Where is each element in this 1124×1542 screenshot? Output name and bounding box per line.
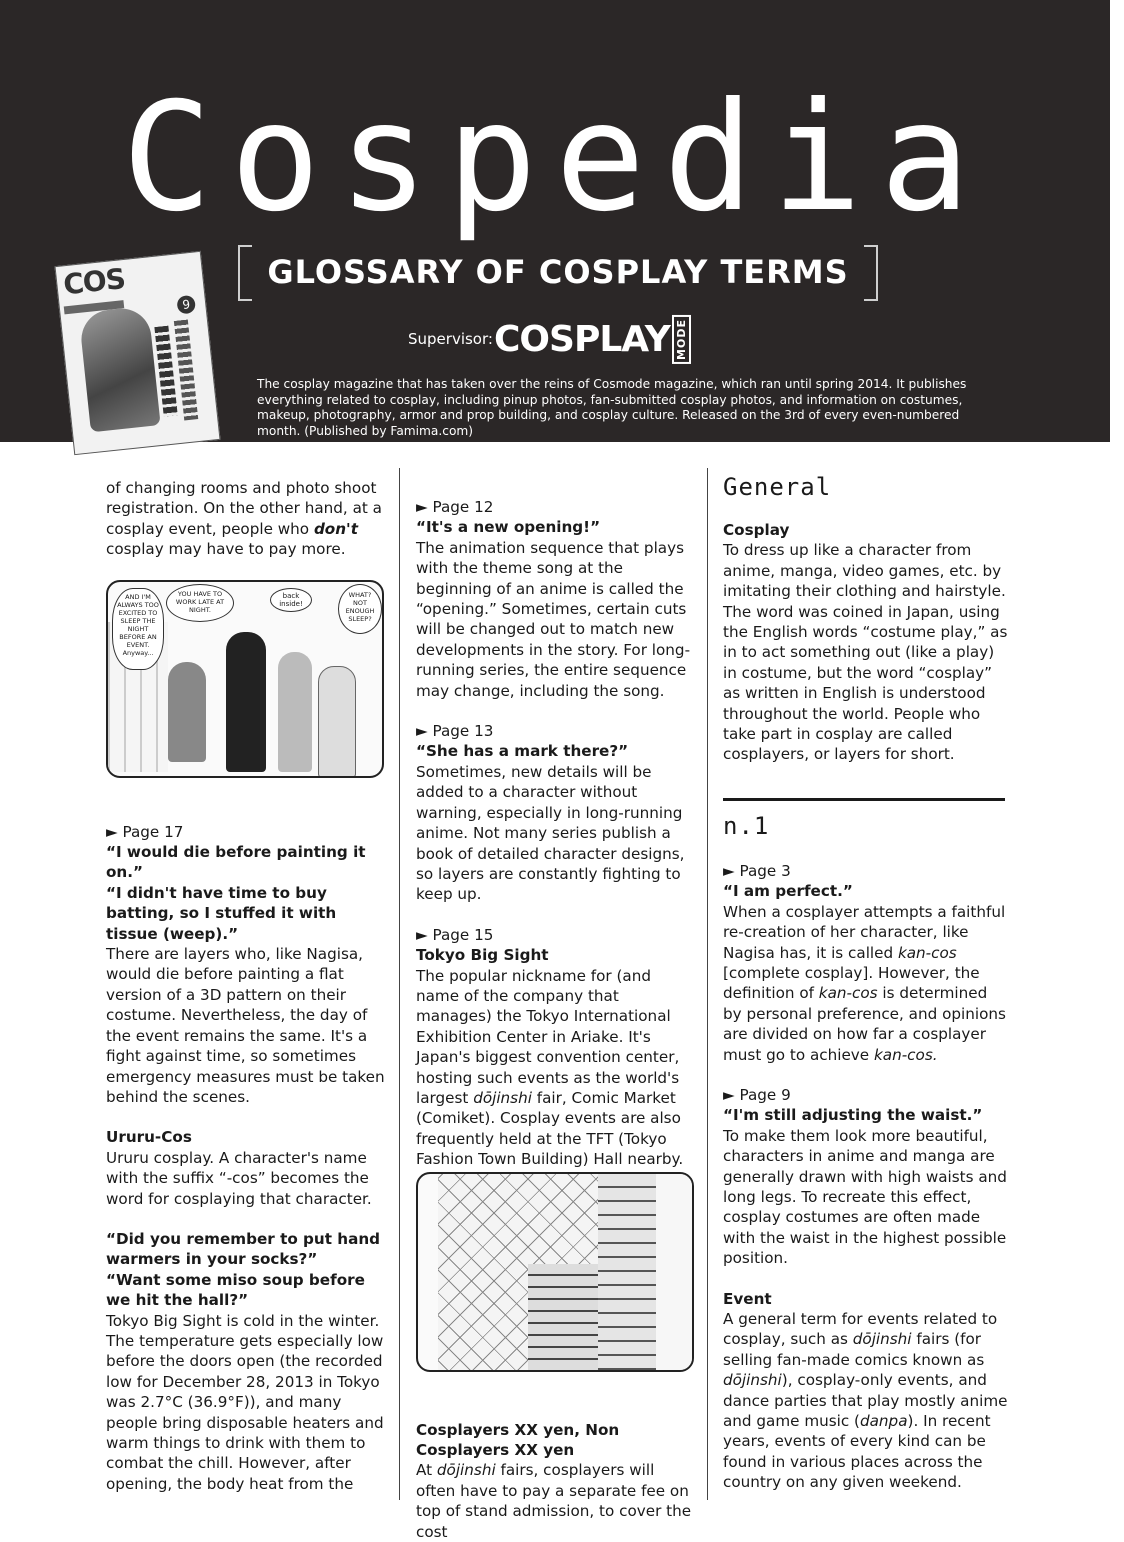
column-2: [416, 497, 696, 1542]
section-heading-n1: n.1: [723, 811, 770, 840]
body-text: fair, Comic Market (Comiket). Cosplay events are also frequently held at the TFT (Tokyo Fashion Town Building) Hall nearby.: [416, 1088, 684, 1169]
body-text: fairs, cosplayers will often have to pay a separate fee on top of stand admission, to cover the cost: [416, 1461, 692, 1541]
quote: “Did you remember to put hand warmers in your socks?”: [106, 1229, 381, 1269]
body-emphasis: dōjinshi: [436, 1461, 496, 1480]
entry-body: The animation sequence that plays with the theme song at the beginning of an anime is called the “opening.” Sometimes, certain cuts will be changed out to match new developments in the story. For long-running series, the entire sequence may change, including the song.: [416, 538, 691, 700]
entry-body: [723, 902, 1008, 1065]
page-ref: ► Page 12: [416, 498, 494, 516]
body-emphasis: danpa: [859, 1412, 908, 1431]
subtitle-frame: [238, 245, 878, 300]
column-3: [723, 472, 1008, 1493]
speech-text: YOU HAVE TO WORK LATE AT NIGHT.: [175, 590, 225, 614]
body-emphasis: dōjinshi: [723, 1371, 782, 1390]
quote: “She has a mark there?”: [416, 742, 629, 761]
page-ref: ► Page 9: [723, 1085, 791, 1104]
magazine-cover-text: [174, 320, 198, 421]
body-emphasis: kan-cos: [818, 984, 878, 1003]
body-emphasis: dōjinshi: [852, 1330, 912, 1349]
quote: “It's a new opening!”: [416, 518, 601, 537]
body-emphasis: kan-cos: [897, 943, 957, 962]
panel-figure: [318, 666, 356, 778]
intro-text-end: cosplay may have to pay more.: [106, 540, 346, 559]
entry-body: To make them look more beautiful, characters in anime and manga are generally drawn with high waists and long legs. To recreate this effect, cosplay costumes are often made with the waist in the highest possible position.: [723, 1126, 1007, 1268]
glossary-term: Cosplay: [723, 521, 790, 539]
glossary-term: Cosplayers XX yen, Non Cosplayers XX yen: [416, 1420, 620, 1459]
entry-body: There are layers who, like Nagisa, would die before painting a flat version of a 3D pattern on their costume. Nevertheless, the day of the event remains the same. It's a fight against time, so sometimes emergency measures must be taken behind the scenes.: [106, 945, 385, 1106]
spacer: [723, 502, 1008, 520]
spacer: [106, 1209, 388, 1229]
spacer: [723, 841, 1008, 861]
speech-text: AND I'M ALWAYS TOO EXCITED TO SLEEP THE NIGHT BEFORE AN EVENT. Anyway...: [117, 593, 159, 657]
speech-bubble: [338, 584, 382, 634]
page-ref: ► Page 3: [723, 861, 791, 880]
page-edge: [1110, 0, 1124, 1500]
subtitle: GLOSSARY OF COSPLAY TERMS: [267, 253, 849, 291]
spacer: [416, 701, 696, 721]
panel-figure: [226, 632, 266, 772]
magazine-description: The cosplay magazine that has taken over the reins of Cosmode magazine, which ran until spring 2014. It publishes everything related to cosplay, including pinup photos, fan-submitted cosplay photos, and information on costumes, makeup, photography, armor and prop building, and cosplay culture. Released on the 3rd of every even-numbered month. (Published by Famima.com): [257, 377, 967, 438]
quote: “I didn't have time to buy batting, so I stuffed it with tissue (weep).”: [106, 883, 337, 943]
speech-bubble: back inside!: [270, 588, 312, 612]
intro-text: of changing rooms and photo shoot registration. On the other hand, at a cosplay event, people who: [106, 479, 382, 538]
body-text: When a cosplayer attempts a faithful re-creation of her character, like Nagisa has, it is called: [723, 902, 1006, 962]
entry-body: [416, 1460, 696, 1542]
quote: “Want some miso soup before we hit the hall?”: [106, 1270, 365, 1310]
spacer: [723, 801, 1008, 811]
spacer: [106, 1107, 388, 1127]
entry-body: Ururu cosplay. A character's name with the suffix “-cos” becomes the word for cosplaying that character.: [106, 1148, 372, 1208]
supervisor-label: Supervisor:: [408, 330, 493, 348]
section-heading-general: General: [723, 473, 832, 501]
panel-figure: [168, 662, 206, 762]
intro-paragraph: [106, 478, 388, 560]
column-divider: [707, 468, 708, 1500]
entry-body: Sometimes, new details will be added to a character without warning, especially in long-running anime. Not many series publish a book of detailed character designs, so layers are constantly fighting to keep up.: [416, 762, 685, 904]
quote: “I'm still adjusting the waist.”: [723, 1106, 983, 1125]
magazine-cover-title: COS: [61, 262, 127, 302]
manga-panel-tokyo-big-sight: [416, 1172, 694, 1372]
quote: “I am perfect.”: [723, 882, 853, 901]
body-text: ). In recent years, events of every kind can be found in various places across the country on any given weekend.: [723, 1412, 991, 1492]
logo-mode: MODE: [672, 315, 691, 364]
glossary-term: Tokyo Big Sight: [416, 946, 549, 965]
body-text: The popular nickname for (and name of the company that manages) the Tokyo International Exhibition Center in Ariake. It's Japan's biggest convention center, hosting such events as the world's largest: [416, 966, 680, 1107]
magazine-cover-image: [54, 251, 220, 455]
glossary-term: Event: [723, 1289, 772, 1308]
panel-figure: [278, 652, 312, 772]
column-divider: [399, 468, 400, 1500]
body-text: fairs (for selling fan-made comics known as: [723, 1330, 985, 1369]
entry-body: To dress up like a character from anime, manga, video games, etc. by imitating their clothing and hairstyle. The word was coined in Japan, using the English words “costume play,” as in to act something out (like a play) in costume, but the word “cosplay” as written in English is understood throughout the world. People who take part in cosplay are called cosplayers, or layers for short.: [723, 541, 1008, 764]
page-title: Cospedia: [121, 71, 989, 245]
body-text: [complete cosplay]. However, the definition of: [723, 963, 980, 1003]
logo-text: COSPLAY: [494, 318, 670, 360]
speech-bubble: [166, 584, 234, 622]
entry-body: Tokyo Big Sight is cold in the winter. The temperature gets especially low before the doors open (the recorded low for December 28, 2013 in Tokyo was 2.7°C (36.9°F)), and many people bring disposable heaters and warm things to drink with them to combat the chill. However, after opening, the body heat from the: [106, 1311, 384, 1493]
glossary-term: Ururu-Cos: [106, 1128, 192, 1147]
body-text: ), cosplay-only events, and dance parties that play mostly anime and game music (: [723, 1371, 1008, 1431]
building-tower: [598, 1174, 658, 1372]
magazine-issue-number: 9: [176, 295, 196, 315]
page-ref: ► Page 15: [416, 925, 494, 944]
body-text: At: [416, 1461, 433, 1480]
spacer: [416, 905, 696, 925]
cosplay-mode-logo: [494, 318, 691, 360]
entry-body: [416, 966, 696, 1170]
entry-body: [723, 1309, 1008, 1493]
page-ref: ► Page 13: [416, 722, 494, 741]
speech-text: WHAT? NOT ENOUGH SLEEP?: [345, 591, 375, 623]
building-tower: [528, 1264, 598, 1372]
body-emphasis: dōjinshi: [473, 1088, 532, 1107]
intro-emphasis: don't: [313, 519, 358, 538]
right-bracket: [864, 245, 878, 301]
spacer: [723, 1065, 1008, 1085]
spacer: [723, 1269, 1008, 1289]
body-text: A general term for events related to cosplay, such as: [723, 1310, 998, 1349]
body-emphasis: kan-cos.: [873, 1045, 938, 1064]
panel-sky: [656, 1174, 694, 1372]
quote: “I would die before painting it on.”: [106, 843, 366, 882]
manga-panel-changing-room: [106, 580, 384, 778]
body-text: is determined by personal preference, and opinions are divided on how far a cosplayer must go to achieve: [723, 984, 1006, 1064]
speech-bubble: [112, 588, 164, 670]
spacer: [723, 765, 1008, 798]
page-ref: ► Page 17: [106, 822, 184, 841]
magazine-cover-figure: [78, 306, 160, 433]
